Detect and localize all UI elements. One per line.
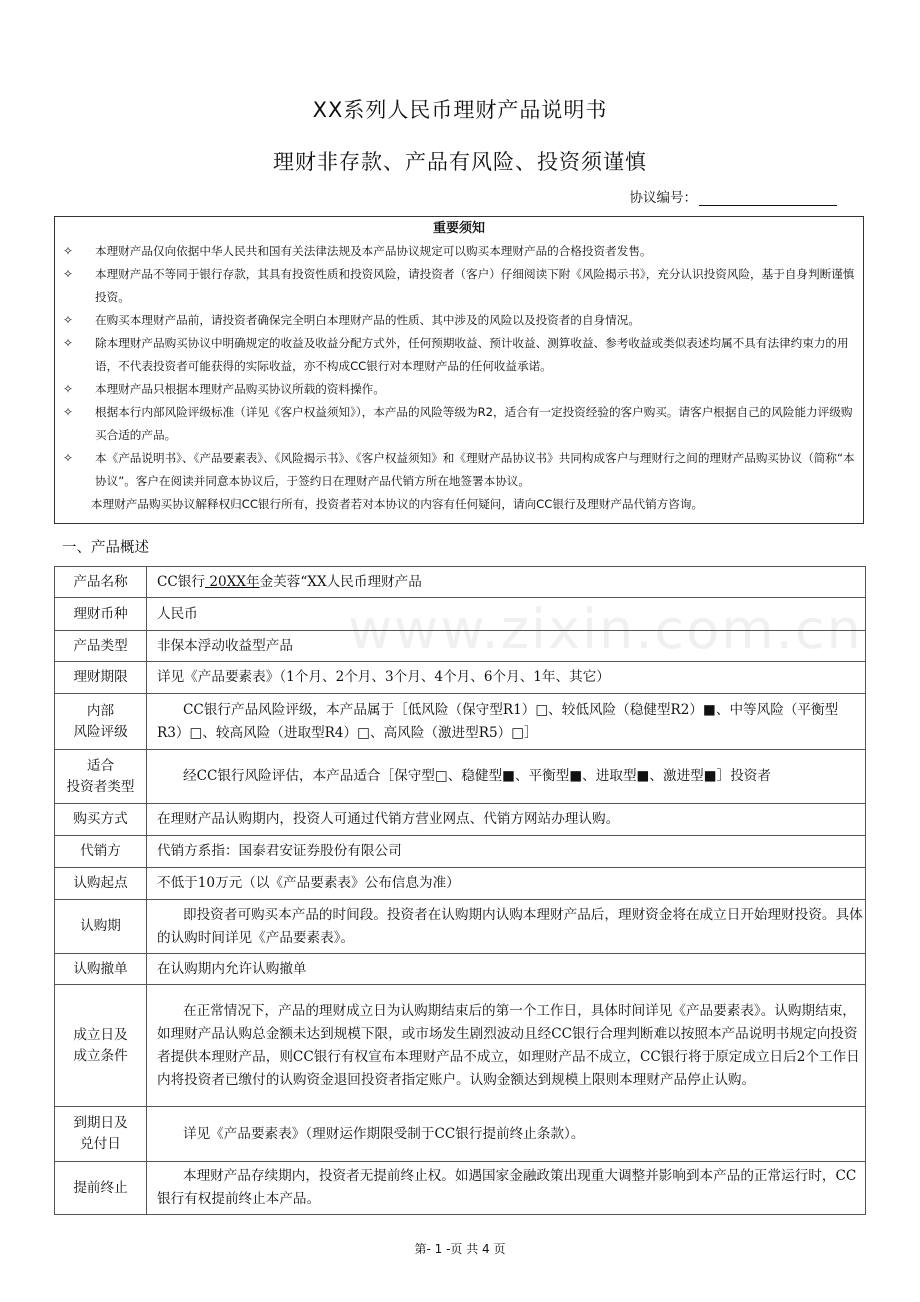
row-label: 产品名称 (55, 567, 147, 598)
row-value: 详见《产品要素表》（理财运作期限受制于CC银行提前终止条款）。 (147, 1107, 866, 1162)
row-value: 即投资者可购买本产品的时间段。投资者在认购期内认购本理财产品后，理财资金将在成立日开始理财投资。具体的认购时间详见《产品要素表》。 (147, 900, 866, 954)
product-overview-table (54, 566, 866, 1215)
table-row (55, 662, 866, 694)
row-label: 认购起点 (55, 868, 147, 900)
notice-item-text: 本理财产品不等同于银行存款，其具有投资性质和投资风险，请投资者（客户）仔细阅读下附《风险揭示书》，充分认识投资风险，基于自身判断谨慎投资。 (95, 267, 855, 304)
row-label: 理财期限 (55, 662, 147, 694)
table-row (55, 694, 866, 750)
row-value: 在认购期内允许认购撤单 (147, 954, 866, 985)
notice-title: 重要须知 (432, 221, 485, 236)
document-subtitle: 理财非存款、产品有风险、投资须谨慎 (273, 150, 647, 174)
table-row (55, 900, 866, 954)
document-title: XX系列人民币理财产品说明书 (312, 98, 608, 122)
table-row (55, 868, 866, 900)
notice-item (55, 263, 863, 309)
agreement-number-label: 协议编号： (629, 190, 697, 206)
page-footer: 第- 1 -页 共 4 页 (414, 1242, 506, 1256)
agreement-number-blank (699, 189, 837, 206)
diamond-bullet-icon: ✧ (63, 336, 74, 350)
notice-item (55, 309, 863, 332)
row-label: 提前终止 (55, 1162, 147, 1215)
row-label (55, 985, 147, 1107)
row-value: 非保本浮动收益型产品 (147, 631, 866, 662)
row-value: 在理财产品认购期内，投资人可通过代销方营业网点、代销方网站办理认购。 (147, 804, 866, 836)
row-label-line: 投资者类型 (66, 778, 135, 795)
row-value: 不低于10万元（以《产品要素表》公布信息为准） (147, 868, 866, 900)
table-row (55, 836, 866, 868)
important-notice-box (54, 216, 864, 524)
table-row (55, 598, 866, 631)
notice-item-text: 本理财产品只根据本理财产品购买协议所载的资料操作。 (95, 382, 385, 396)
notice-item-text: 除本理财产品购买协议中明确规定的收益及收益分配方式外，任何预期收益、预计收益、测算收益、参考收益或类似表述均属不具有法律约束力的用语，不代表投资者可能获得的实际收益，亦不构成CC银行对本理财产品的任何收益承诺。 (95, 336, 849, 373)
row-label (55, 750, 147, 804)
notice-item-text: 本《产品说明书》、《产品要素表》、《风险揭示书》、《客户权益须知》和《理财产品协议书》共同构成客户与理财行之间的理财产品购买协议（简称“本协议”。客户在阅读并同意本协议后，于签约日在理财产品代销方所在地签署本协议。 (95, 451, 855, 488)
row-label: 购买方式 (55, 804, 147, 836)
product-name-suffix: 金芙蓉“XX人民币理财产品 (259, 573, 422, 590)
row-label: 理财币种 (55, 598, 147, 631)
table-row (55, 567, 866, 598)
row-label (55, 1107, 147, 1162)
row-label: 产品类型 (55, 631, 147, 662)
table-row (55, 631, 866, 662)
diamond-bullet-icon: ✧ (63, 244, 74, 258)
table-row (55, 1107, 866, 1162)
row-value: 经CC银行风险评估，本产品适合［保守型□、稳健型■、平衡型■、进取型■、激进型■］投资者 (147, 750, 866, 804)
row-value: 人民币 (147, 598, 866, 631)
row-label: 认购撤单 (55, 954, 147, 985)
row-label-line: 兑付日 (80, 1136, 121, 1152)
table-row (55, 985, 866, 1107)
row-label-line: 内部 (86, 702, 115, 719)
row-label (55, 694, 147, 750)
row-value: CC银行产品风险评级，本产品属于［低风险（保守型R1）□、较低风险（稳健型R2）■、中等风险（平衡型R3）□、较高风险（进取型R4）□、高风险（激进型R5）□］ (147, 694, 866, 750)
agreement-number (630, 186, 838, 206)
diamond-bullet-icon: ✧ (63, 451, 74, 465)
row-value: 详见《产品要素表》（1个月、2个月、3个月、4个月、6个月、1年、其它） (147, 662, 866, 694)
product-name-bank: CC银行 (157, 573, 205, 590)
row-value: 本理财产品存续期内，投资者无提前终止权。如遇国家金融政策出现重大调整并影响到本产品的正常运行时，CC银行有权提前终止本产品。 (147, 1162, 866, 1215)
notice-item (55, 401, 863, 447)
product-name-year: 20XX年 (205, 573, 260, 590)
notice-item-text: 本理财产品仅向依据中华人民共和国有关法律法规及本产品协议规定可以购买本理财产品的合格投资者发售。 (95, 244, 652, 258)
notice-item (55, 447, 863, 493)
row-label-line: 适合 (86, 757, 115, 774)
table-row (55, 750, 866, 804)
table-row (55, 954, 866, 985)
row-label-line: 成立条件 (73, 1047, 128, 1064)
row-label-line: 到期日及 (73, 1115, 128, 1131)
section-heading: 一、产品概述 (62, 540, 149, 556)
notice-item (55, 240, 863, 263)
row-label-line: 成立日及 (73, 1026, 128, 1043)
watermark: www.zixin.com.cn (348, 598, 863, 661)
notice-item-text: 在购买本理财产品前，请投资者确保完全明白本理财产品的性质、其中涉及的风险以及投资者的自身情况。 (95, 313, 640, 327)
product-name-value (147, 567, 866, 598)
diamond-bullet-icon: ✧ (63, 313, 74, 327)
notice-item-text: 根据本行内部风险评级标准（详见《客户权益须知》），本产品的风险等级为R2，适合有一定投资经验的客户购买。请客户根据自己的风险能力评级购买合适的产品。 (95, 405, 853, 442)
row-value: 在正常情况下，产品的理财成立日为认购期结束后的第一个工作日，具体时间详见《产品要素表》。认购期结束，如理财产品认购总金额未达到规模下限，或市场发生剧烈波动且经CC银行合理判断难以按照本产品说明书规定向投资者提供本理财产品，则CC银行有权宣布本理财产品不成立，如理财产品不成立，CC银行将于原定成立日后2个工作日内将投资者已缴付的认购资金退回投资者指定账户。认购金额达到规模上限则本理财产品停止认购。 (147, 985, 866, 1107)
diamond-bullet-icon: ✧ (63, 382, 74, 396)
notice-item (55, 378, 863, 401)
row-label: 代销方 (55, 836, 147, 868)
row-label-line: 风险评级 (73, 723, 128, 740)
table-row (55, 1162, 866, 1215)
row-value: 代销方系指：国泰君安证券股份有限公司 (147, 836, 866, 868)
diamond-bullet-icon: ✧ (63, 267, 74, 281)
diamond-bullet-icon: ✧ (63, 405, 74, 419)
notice-item (55, 332, 863, 378)
notice-closing-text: 本理财产品购买协议解释权归CC银行所有，投资者若对本协议的内容有任何疑问，请向CC银行及理财产品代销方咨询。 (91, 497, 704, 511)
table-row (55, 804, 866, 836)
row-label: 认购期 (55, 900, 147, 954)
